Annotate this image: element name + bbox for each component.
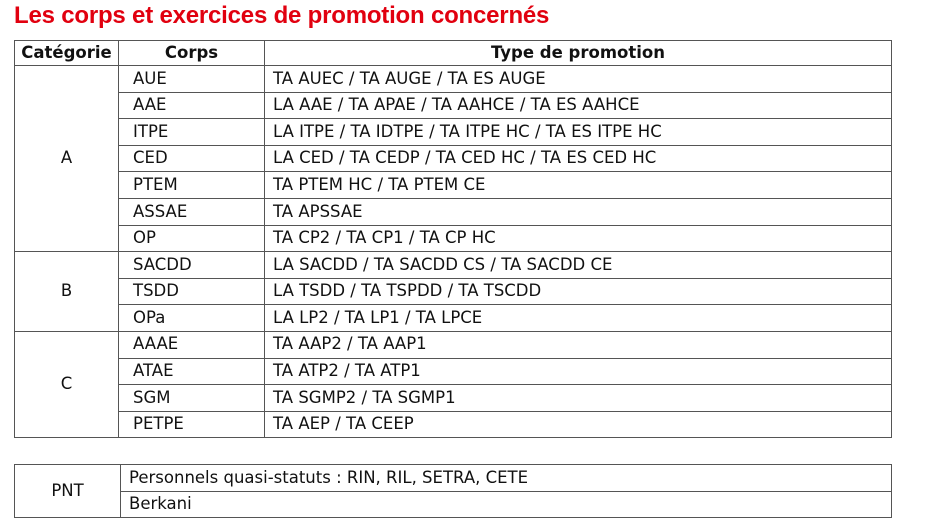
corps-cell: AAAE — [119, 331, 265, 358]
promotion-type-cell: TA AEP / TA CEEP — [265, 411, 892, 438]
corps-cell: PTEM — [119, 172, 265, 199]
header-categorie: Catégorie — [15, 41, 119, 66]
pnt-item-cell: Personnels quasi-statuts : RIN, RIL, SETRA, CETE — [121, 465, 892, 492]
table-row — [15, 225, 892, 252]
promotion-type-cell: LA ITPE / TA IDTPE / TA ITPE HC / TA ES ITPE HC — [265, 119, 892, 146]
table-row — [15, 172, 892, 199]
promotion-table — [14, 40, 892, 438]
corps-cell: OPa — [119, 305, 265, 332]
category-cell-b: B — [15, 252, 119, 332]
corps-cell: AUE — [119, 66, 265, 93]
corps-cell: CED — [119, 145, 265, 172]
category-cell-c: C — [15, 331, 119, 437]
table-row — [15, 305, 892, 332]
promotion-type-cell: LA TSDD / TA TSPDD / TA TSCDD — [265, 278, 892, 305]
corps-cell: SACDD — [119, 252, 265, 279]
corps-cell: PETPE — [119, 411, 265, 438]
corps-cell: SGM — [119, 385, 265, 412]
promotion-type-cell: LA AAE / TA APAE / TA AAHCE / TA ES AAHCE — [265, 92, 892, 119]
header-type-promotion: Type de promotion — [265, 41, 892, 66]
promotion-type-cell: LA CED / TA CEDP / TA CED HC / TA ES CED HC — [265, 145, 892, 172]
page-title: Les corps et exercices de promotion concernés — [14, 2, 550, 29]
corps-cell: OP — [119, 225, 265, 252]
promotion-type-cell: TA SGMP2 / TA SGMP1 — [265, 385, 892, 412]
pnt-category-cell: PNT — [15, 465, 121, 518]
table-row — [15, 278, 892, 305]
promotion-type-cell: LA SACDD / TA SACDD CS / TA SACDD CE — [265, 252, 892, 279]
table-row — [15, 66, 892, 93]
table-row — [15, 491, 892, 518]
table-row — [15, 465, 892, 492]
promotion-type-cell: TA ATP2 / TA ATP1 — [265, 358, 892, 385]
corps-cell: AAE — [119, 92, 265, 119]
category-cell-a: A — [15, 66, 119, 252]
corps-cell: ASSAE — [119, 198, 265, 225]
table-row — [15, 119, 892, 146]
table-row — [15, 358, 892, 385]
promotion-type-cell: TA AUEC / TA AUGE / TA ES AUGE — [265, 66, 892, 93]
corps-cell: TSDD — [119, 278, 265, 305]
promotion-type-cell: TA AAP2 / TA AAP1 — [265, 331, 892, 358]
table-row — [15, 252, 892, 279]
promotion-type-cell: TA APSSAE — [265, 198, 892, 225]
table-row — [15, 92, 892, 119]
table-row — [15, 385, 892, 412]
table-row — [15, 145, 892, 172]
corps-cell: ATAE — [119, 358, 265, 385]
table-row — [15, 198, 892, 225]
pnt-item-cell: Berkani — [121, 491, 892, 518]
promotion-type-cell: LA LP2 / TA LP1 / TA LPCE — [265, 305, 892, 332]
table-row — [15, 411, 892, 438]
table-row — [15, 331, 892, 358]
header-corps: Corps — [119, 41, 265, 66]
corps-cell: ITPE — [119, 119, 265, 146]
table-header-row — [15, 41, 892, 66]
promotion-type-cell: TA CP2 / TA CP1 / TA CP HC — [265, 225, 892, 252]
pnt-table — [14, 464, 892, 518]
promotion-type-cell: TA PTEM HC / TA PTEM CE — [265, 172, 892, 199]
